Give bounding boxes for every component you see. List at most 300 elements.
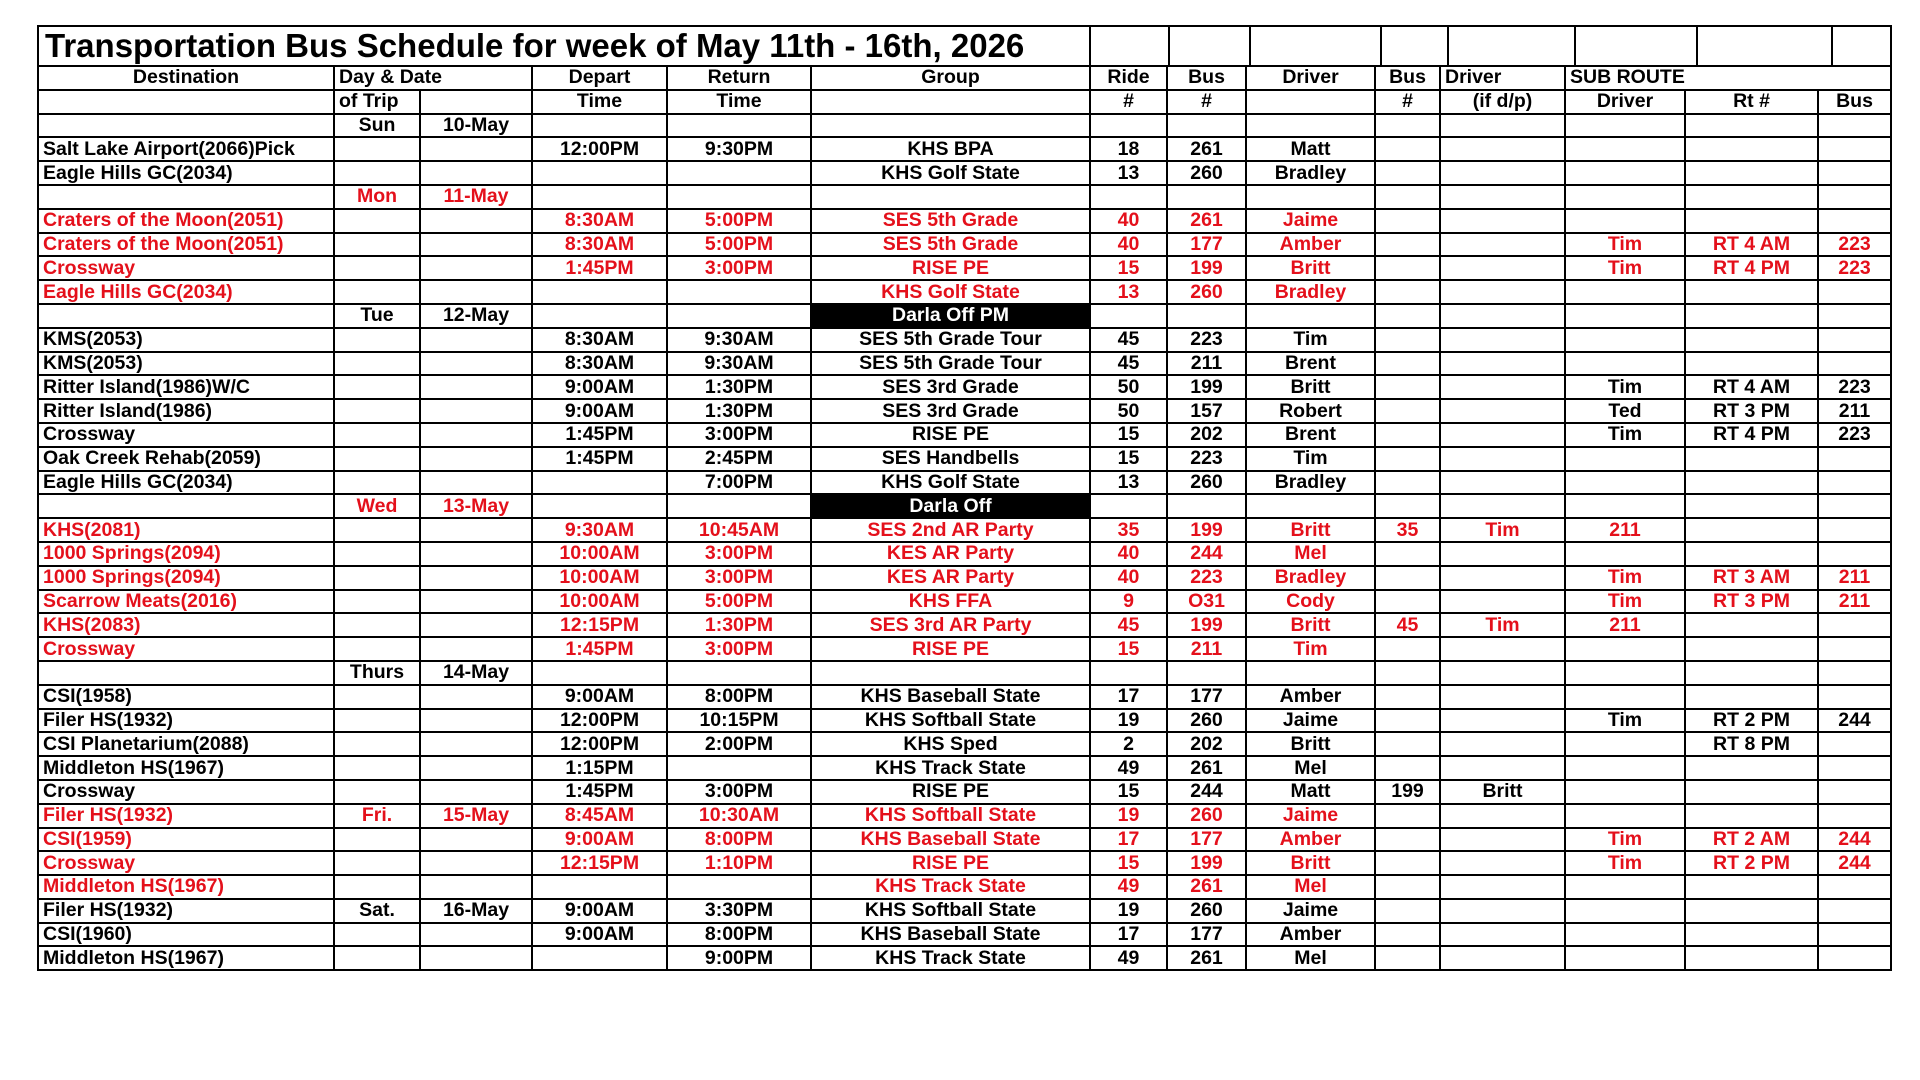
group-cell: KHS Softball State xyxy=(811,899,1090,923)
destination-cell: Middleton HS(1967) xyxy=(38,875,334,899)
ride-cell: 17 xyxy=(1090,828,1167,852)
return-cell xyxy=(667,185,811,209)
rt-cell xyxy=(1685,946,1818,970)
day-cell xyxy=(334,328,420,352)
rt-cell xyxy=(1685,185,1818,209)
bus2-cell xyxy=(1375,328,1440,352)
sub-driver-cell: Tim xyxy=(1565,233,1685,257)
sub-bus-cell xyxy=(1818,946,1891,970)
sub-driver-cell: Tim xyxy=(1565,709,1685,733)
title-row-right-grid xyxy=(1090,26,1891,66)
sub-driver-cell: Tim xyxy=(1565,375,1685,399)
destination-cell: CSI(1958) xyxy=(38,685,334,709)
bus2-cell xyxy=(1375,137,1440,161)
trip-row xyxy=(38,423,1891,447)
day-cell xyxy=(334,256,420,280)
date-cell xyxy=(420,780,532,804)
driver-cell: Amber xyxy=(1246,233,1375,257)
driver-cell: Britt xyxy=(1246,732,1375,756)
sub-driver-cell xyxy=(1565,352,1685,376)
ride-cell: 13 xyxy=(1090,471,1167,495)
return-cell: 9:30AM xyxy=(667,352,811,376)
group-cell: RISE PE xyxy=(811,851,1090,875)
depart-cell: 9:00AM xyxy=(532,899,667,923)
sub-bus-cell xyxy=(1818,518,1891,542)
rt-cell xyxy=(1685,352,1818,376)
destination-cell: Craters of the Moon(2051) xyxy=(38,209,334,233)
bus2-cell xyxy=(1375,709,1440,733)
trip-row xyxy=(38,637,1891,661)
group-cell: KHS Golf State xyxy=(811,161,1090,185)
driver2-cell: Tim xyxy=(1440,613,1565,637)
sub-driver-cell: Tim xyxy=(1565,423,1685,447)
day-cell xyxy=(334,280,420,304)
bus-cell xyxy=(1167,304,1246,328)
bus2-cell xyxy=(1375,185,1440,209)
rt-cell xyxy=(1685,328,1818,352)
bus-cell: 260 xyxy=(1167,709,1246,733)
bus2-cell xyxy=(1375,566,1440,590)
trip-row xyxy=(38,685,1891,709)
sub-driver-cell xyxy=(1565,732,1685,756)
bus2-cell xyxy=(1375,590,1440,614)
destination-cell: Eagle Hills GC(2034) xyxy=(38,161,334,185)
ride-cell: 9 xyxy=(1090,590,1167,614)
header-bus2-num: # xyxy=(1375,90,1440,114)
sub-bus-cell xyxy=(1818,542,1891,566)
ride-cell: 19 xyxy=(1090,899,1167,923)
return-cell: 7:00PM xyxy=(667,471,811,495)
driver-cell: Mel xyxy=(1246,946,1375,970)
bus2-cell xyxy=(1375,304,1440,328)
day-cell xyxy=(334,732,420,756)
driver2-cell xyxy=(1440,447,1565,471)
destination-cell: Craters of the Moon(2051) xyxy=(38,233,334,257)
driver-cell: Matt xyxy=(1246,780,1375,804)
bus-cell: 244 xyxy=(1167,542,1246,566)
sub-driver-cell xyxy=(1565,899,1685,923)
group-cell: KHS Softball State xyxy=(811,709,1090,733)
sub-bus-cell xyxy=(1818,447,1891,471)
rt-cell xyxy=(1685,637,1818,661)
date-cell xyxy=(420,566,532,590)
driver2-cell xyxy=(1440,923,1565,947)
rt-cell: RT 4 PM xyxy=(1685,256,1818,280)
destination-cell: 1000 Springs(2094) xyxy=(38,566,334,590)
destination-cell: CSI(1960) xyxy=(38,923,334,947)
sub-bus-cell: 244 xyxy=(1818,851,1891,875)
sub-driver-cell xyxy=(1565,923,1685,947)
driver-cell: Britt xyxy=(1246,851,1375,875)
return-cell: 8:00PM xyxy=(667,828,811,852)
depart-cell: 8:30AM xyxy=(532,328,667,352)
group-cell xyxy=(811,114,1090,138)
depart-cell xyxy=(532,494,667,518)
sub-bus-cell xyxy=(1818,899,1891,923)
bus2-cell xyxy=(1375,661,1440,685)
sub-driver-cell xyxy=(1565,946,1685,970)
ride-cell: 45 xyxy=(1090,613,1167,637)
trip-row xyxy=(38,875,1891,899)
sub-bus-cell xyxy=(1818,661,1891,685)
date-cell xyxy=(420,233,532,257)
sub-bus-cell xyxy=(1818,923,1891,947)
group-cell: RISE PE xyxy=(811,780,1090,804)
depart-cell: 10:00AM xyxy=(532,590,667,614)
bus2-cell: 45 xyxy=(1375,613,1440,637)
driver-cell xyxy=(1246,304,1375,328)
bus2-cell xyxy=(1375,899,1440,923)
sub-driver-cell xyxy=(1565,209,1685,233)
header-sub-driver: Driver xyxy=(1565,90,1685,114)
bus2-cell xyxy=(1375,161,1440,185)
ride-cell: 13 xyxy=(1090,161,1167,185)
bus2-cell xyxy=(1375,471,1440,495)
header-row-2 xyxy=(38,90,1891,114)
sub-driver-cell: Tim xyxy=(1565,256,1685,280)
day-cell xyxy=(334,518,420,542)
date-cell xyxy=(420,137,532,161)
return-cell: 3:00PM xyxy=(667,423,811,447)
sub-driver-cell xyxy=(1565,471,1685,495)
return-cell: 10:45AM xyxy=(667,518,811,542)
bus2-cell: 199 xyxy=(1375,780,1440,804)
driver2-cell xyxy=(1440,828,1565,852)
date-cell xyxy=(420,590,532,614)
trip-row xyxy=(38,566,1891,590)
destination-cell: Filer HS(1932) xyxy=(38,899,334,923)
driver2-cell xyxy=(1440,280,1565,304)
driver2-cell xyxy=(1440,566,1565,590)
day-cell xyxy=(334,709,420,733)
day-cell xyxy=(334,946,420,970)
date-cell: 16-May xyxy=(420,899,532,923)
rt-cell xyxy=(1685,137,1818,161)
destination-cell: CSI Planetarium(2088) xyxy=(38,732,334,756)
depart-cell: 10:00AM xyxy=(532,566,667,590)
driver-cell xyxy=(1246,494,1375,518)
header-depart: Depart xyxy=(532,66,667,90)
date-cell xyxy=(420,256,532,280)
rt-cell xyxy=(1685,280,1818,304)
bus2-cell xyxy=(1375,399,1440,423)
ride-cell: 15 xyxy=(1090,851,1167,875)
bus2-cell xyxy=(1375,423,1440,447)
date-cell: 10-May xyxy=(420,114,532,138)
note-cell: Darla Off xyxy=(811,494,1090,518)
driver2-cell xyxy=(1440,946,1565,970)
date-cell: 14-May xyxy=(420,661,532,685)
group-cell xyxy=(811,185,1090,209)
bus2-cell xyxy=(1375,209,1440,233)
day-header-row xyxy=(38,494,1891,518)
sub-bus-cell xyxy=(1818,494,1891,518)
driver2-cell: Britt xyxy=(1440,780,1565,804)
day-cell xyxy=(334,590,420,614)
day-header-row xyxy=(38,185,1891,209)
driver2-cell xyxy=(1440,875,1565,899)
bus-cell: 223 xyxy=(1167,447,1246,471)
return-cell xyxy=(667,161,811,185)
day-header-row xyxy=(38,661,1891,685)
depart-cell xyxy=(532,875,667,899)
group-cell: KES AR Party xyxy=(811,542,1090,566)
rt-cell xyxy=(1685,685,1818,709)
date-cell xyxy=(420,352,532,376)
date-cell xyxy=(420,161,532,185)
depart-cell: 12:00PM xyxy=(532,709,667,733)
rt-cell: RT 2 PM xyxy=(1685,709,1818,733)
depart-cell: 1:15PM xyxy=(532,756,667,780)
date-cell: 12-May xyxy=(420,304,532,328)
date-cell xyxy=(420,709,532,733)
destination-cell: Eagle Hills GC(2034) xyxy=(38,280,334,304)
driver-cell: Bradley xyxy=(1246,566,1375,590)
group-cell: KHS Sped xyxy=(811,732,1090,756)
group-cell: SES 3rd Grade xyxy=(811,375,1090,399)
header-ride: Ride xyxy=(1090,66,1167,90)
sub-bus-cell xyxy=(1818,875,1891,899)
sub-bus-cell xyxy=(1818,137,1891,161)
driver-cell: Cody xyxy=(1246,590,1375,614)
bus2-cell xyxy=(1375,637,1440,661)
header-sub-route: SUB ROUTE xyxy=(1565,66,1891,90)
sub-bus-cell xyxy=(1818,328,1891,352)
page-title: Transportation Bus Schedule for week of May 11th - 16th, 2026 xyxy=(38,26,1090,66)
driver2-cell xyxy=(1440,185,1565,209)
rt-cell: RT 3 PM xyxy=(1685,399,1818,423)
sub-bus-cell xyxy=(1818,185,1891,209)
driver2-cell xyxy=(1440,137,1565,161)
driver-cell: Tim xyxy=(1246,447,1375,471)
driver2-cell xyxy=(1440,352,1565,376)
destination-cell xyxy=(38,661,334,685)
rt-cell xyxy=(1685,780,1818,804)
driver-cell: Bradley xyxy=(1246,161,1375,185)
rt-cell: RT 2 AM xyxy=(1685,828,1818,852)
group-cell: SES 5th Grade xyxy=(811,209,1090,233)
title-row xyxy=(38,26,1891,66)
rt-cell xyxy=(1685,114,1818,138)
date-cell: 11-May xyxy=(420,185,532,209)
trip-row xyxy=(38,137,1891,161)
bus2-cell xyxy=(1375,875,1440,899)
return-cell: 3:00PM xyxy=(667,256,811,280)
trip-row xyxy=(38,804,1891,828)
sub-driver-cell xyxy=(1565,780,1685,804)
group-cell: KHS Golf State xyxy=(811,471,1090,495)
group-cell: SES Handbells xyxy=(811,447,1090,471)
sub-driver-cell xyxy=(1565,161,1685,185)
trip-row xyxy=(38,732,1891,756)
rt-cell: RT 4 PM xyxy=(1685,423,1818,447)
sub-driver-cell xyxy=(1565,494,1685,518)
bus-cell xyxy=(1167,114,1246,138)
sub-driver-cell xyxy=(1565,804,1685,828)
rt-cell xyxy=(1685,875,1818,899)
day-cell xyxy=(334,851,420,875)
rt-cell xyxy=(1685,804,1818,828)
ride-cell: 49 xyxy=(1090,756,1167,780)
header-if-dp: (if d/p) xyxy=(1440,90,1565,114)
driver-cell: Brent xyxy=(1246,352,1375,376)
ride-cell: 15 xyxy=(1090,256,1167,280)
sub-driver-cell xyxy=(1565,637,1685,661)
date-cell xyxy=(420,875,532,899)
destination-cell xyxy=(38,114,334,138)
bus-cell: 199 xyxy=(1167,256,1246,280)
trip-row xyxy=(38,328,1891,352)
destination-cell: Ritter Island(1986) xyxy=(38,399,334,423)
driver2-cell xyxy=(1440,375,1565,399)
sub-bus-cell: 244 xyxy=(1818,828,1891,852)
group-cell: SES 5th Grade Tour xyxy=(811,352,1090,376)
group-cell: SES 3rd AR Party xyxy=(811,613,1090,637)
sub-driver-cell xyxy=(1565,114,1685,138)
depart-cell: 1:45PM xyxy=(532,780,667,804)
ride-cell: 15 xyxy=(1090,447,1167,471)
driver-cell: Jaime xyxy=(1246,899,1375,923)
header2-blank xyxy=(811,90,1090,114)
depart-cell: 9:00AM xyxy=(532,375,667,399)
date-cell xyxy=(420,613,532,637)
ride-cell: 40 xyxy=(1090,209,1167,233)
date-cell xyxy=(420,923,532,947)
header-sub-bus: Bus xyxy=(1818,90,1891,114)
group-cell: KHS Baseball State xyxy=(811,923,1090,947)
sub-driver-cell xyxy=(1565,756,1685,780)
rt-cell xyxy=(1685,304,1818,328)
day-cell: Fri. xyxy=(334,804,420,828)
sub-bus-cell xyxy=(1818,471,1891,495)
driver-cell: Jaime xyxy=(1246,709,1375,733)
bus-cell: 223 xyxy=(1167,566,1246,590)
sub-bus-cell xyxy=(1818,613,1891,637)
group-cell: RISE PE xyxy=(811,423,1090,447)
sub-driver-cell: Tim xyxy=(1565,590,1685,614)
trip-row xyxy=(38,899,1891,923)
ride-cell: 49 xyxy=(1090,946,1167,970)
bus-cell: 199 xyxy=(1167,613,1246,637)
return-cell: 1:30PM xyxy=(667,375,811,399)
trip-row xyxy=(38,851,1891,875)
driver2-cell xyxy=(1440,161,1565,185)
return-cell: 2:45PM xyxy=(667,447,811,471)
bus2-cell xyxy=(1375,756,1440,780)
day-cell: Tue xyxy=(334,304,420,328)
day-cell xyxy=(334,399,420,423)
destination-cell: Ritter Island(1986)W/C xyxy=(38,375,334,399)
ride-cell: 17 xyxy=(1090,923,1167,947)
driver-cell: Amber xyxy=(1246,923,1375,947)
bus-cell: 261 xyxy=(1167,756,1246,780)
driver-cell: Mel xyxy=(1246,756,1375,780)
day-cell: Sun xyxy=(334,114,420,138)
driver2-cell xyxy=(1440,328,1565,352)
schedule-table xyxy=(37,25,1892,971)
ride-cell xyxy=(1090,304,1167,328)
date-cell: 13-May xyxy=(420,494,532,518)
group-cell: KHS Softball State xyxy=(811,804,1090,828)
bus2-cell xyxy=(1375,542,1440,566)
bus2-cell xyxy=(1375,923,1440,947)
driver-cell: Jaime xyxy=(1246,804,1375,828)
group-cell: SES 5th Grade xyxy=(811,233,1090,257)
sub-driver-cell xyxy=(1565,328,1685,352)
day-cell: Sat. xyxy=(334,899,420,923)
group-cell: SES 5th Grade Tour xyxy=(811,328,1090,352)
ride-cell: 40 xyxy=(1090,542,1167,566)
trip-row xyxy=(38,590,1891,614)
day-cell xyxy=(334,352,420,376)
day-cell xyxy=(334,137,420,161)
rt-cell: RT 4 AM xyxy=(1685,233,1818,257)
return-cell: 3:00PM xyxy=(667,637,811,661)
destination-cell: Eagle Hills GC(2034) xyxy=(38,471,334,495)
trip-row xyxy=(38,542,1891,566)
group-cell: KHS Track State xyxy=(811,946,1090,970)
sub-bus-cell: 211 xyxy=(1818,590,1891,614)
return-cell: 9:30PM xyxy=(667,137,811,161)
return-cell: 8:00PM xyxy=(667,685,811,709)
day-cell xyxy=(334,542,420,566)
ride-cell: 2 xyxy=(1090,732,1167,756)
driver-cell: Jaime xyxy=(1246,209,1375,233)
driver-cell: Mel xyxy=(1246,875,1375,899)
header2-blank xyxy=(1246,90,1375,114)
sub-bus-cell xyxy=(1818,780,1891,804)
header-driver2: Driver xyxy=(1440,66,1565,90)
ride-cell xyxy=(1090,661,1167,685)
bus-cell: 199 xyxy=(1167,518,1246,542)
trip-row xyxy=(38,613,1891,637)
driver2-cell xyxy=(1440,542,1565,566)
depart-cell xyxy=(532,661,667,685)
bus2-cell xyxy=(1375,280,1440,304)
destination-cell: Filer HS(1932) xyxy=(38,804,334,828)
return-cell: 3:00PM xyxy=(667,566,811,590)
rt-cell xyxy=(1685,613,1818,637)
bus2-cell xyxy=(1375,494,1440,518)
sub-driver-cell xyxy=(1565,185,1685,209)
date-cell: 15-May xyxy=(420,804,532,828)
trip-row xyxy=(38,828,1891,852)
sub-bus-cell xyxy=(1818,114,1891,138)
driver2-cell xyxy=(1440,637,1565,661)
bus-cell: 260 xyxy=(1167,804,1246,828)
date-cell xyxy=(420,946,532,970)
ride-cell: 45 xyxy=(1090,352,1167,376)
depart-cell: 9:00AM xyxy=(532,828,667,852)
rt-cell xyxy=(1685,542,1818,566)
driver-cell: Bradley xyxy=(1246,280,1375,304)
header-driver: Driver xyxy=(1246,66,1375,90)
trip-row xyxy=(38,923,1891,947)
group-cell: KHS FFA xyxy=(811,590,1090,614)
bus-cell xyxy=(1167,661,1246,685)
sub-driver-cell xyxy=(1565,685,1685,709)
ride-cell: 45 xyxy=(1090,328,1167,352)
ride-cell: 15 xyxy=(1090,423,1167,447)
return-cell: 8:00PM xyxy=(667,923,811,947)
bus2-cell xyxy=(1375,233,1440,257)
day-cell: Mon xyxy=(334,185,420,209)
bus2-cell: 35 xyxy=(1375,518,1440,542)
depart-cell xyxy=(532,304,667,328)
trip-row xyxy=(38,161,1891,185)
bus2-cell xyxy=(1375,851,1440,875)
bus-cell: 260 xyxy=(1167,161,1246,185)
